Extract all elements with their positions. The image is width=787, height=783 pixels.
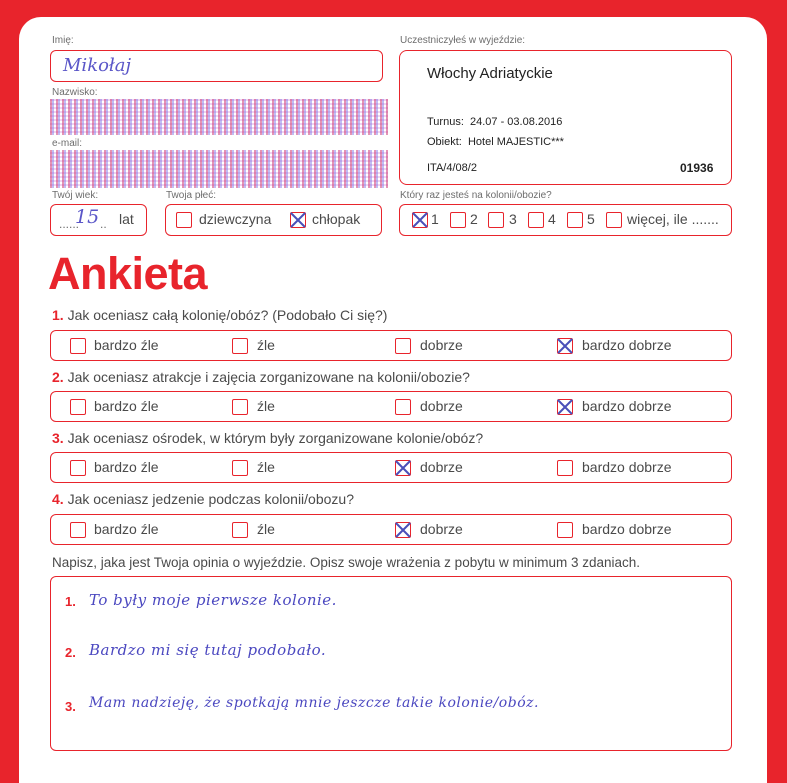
q2-checkbox-2[interactable]: [232, 399, 248, 415]
raz-option-wiecej: więcej, ile .......: [627, 211, 719, 227]
question-1: [52, 307, 387, 323]
plec-option-chlopak: chłopak: [312, 211, 361, 227]
survey-title: Ankieta: [48, 248, 208, 299]
question-number: 2.: [52, 369, 64, 385]
trip-code: ITA/4/08/2: [427, 162, 477, 174]
raz-option-3: 3: [509, 211, 517, 227]
raz-checkbox-5[interactable]: [567, 212, 583, 228]
question-text: Jak oceniasz ośrodek, w którym były zorganizowane kolonie/obóz?: [67, 430, 484, 446]
raz-checkbox-4[interactable]: [528, 212, 544, 228]
question-number: 1.: [52, 307, 64, 323]
q2-option-3: dobrze: [420, 398, 463, 414]
wiek-label: Twój wiek:: [52, 190, 99, 201]
q1-option-1: bardzo źle: [94, 337, 159, 353]
q3-checkbox-4[interactable]: [557, 460, 573, 476]
question-number: 4.: [52, 491, 64, 507]
q3-option-2: źle: [257, 459, 275, 475]
question-text: Jak oceniasz jedzenie podczas kolonii/obozu?: [67, 491, 354, 507]
trip-obiekt: Obiekt: Hotel MAJESTIC***: [427, 136, 564, 148]
question-number: 3.: [52, 430, 64, 446]
wiek-unit: lat: [119, 211, 134, 227]
opinion-line-3: Mam nadzieję, że spotkają mnie jeszcze takie kolonie/obóz.: [89, 695, 539, 711]
imie-field[interactable]: [50, 50, 383, 82]
raz-field: [399, 204, 732, 236]
answer-row-2: [50, 391, 732, 422]
trip-number: 01936: [680, 161, 714, 175]
question-text: Jak oceniasz całą kolonię/obóz? (Podobało Ci się?): [67, 307, 388, 323]
q4-checkbox-3[interactable]: [395, 522, 411, 538]
wiek-dots-right: ..: [100, 217, 107, 231]
q3-checkbox-2[interactable]: [232, 460, 248, 476]
opinion-line-number: 3.: [65, 699, 76, 714]
q4-checkbox-1[interactable]: [70, 522, 86, 538]
email-redacted: [50, 150, 388, 188]
wiek-value: 15: [75, 206, 100, 228]
question-3: [52, 430, 483, 446]
opinion-line-1: To były moje pierwsze kolonie.: [89, 591, 337, 609]
answer-row-1: [50, 330, 732, 361]
raz-option-4: 4: [548, 211, 556, 227]
opinion-line-number: 1.: [65, 594, 76, 609]
raz-option-1: 1: [431, 211, 439, 227]
q2-checkbox-3[interactable]: [395, 399, 411, 415]
raz-option-2: 2: [470, 211, 478, 227]
plec-checkbox-dziewczyna[interactable]: [176, 212, 192, 228]
trip-label: Uczestniczyłeś w wyjeździe:: [400, 35, 526, 46]
q3-option-4: bardzo dobrze: [582, 459, 672, 475]
q1-checkbox-2[interactable]: [232, 338, 248, 354]
q3-checkbox-3[interactable]: [395, 460, 411, 476]
trip-box: [399, 50, 732, 185]
wiek-field[interactable]: [50, 204, 147, 236]
q3-option-1: bardzo źle: [94, 459, 159, 475]
q3-option-3: dobrze: [420, 459, 463, 475]
raz-checkbox-3[interactable]: [488, 212, 504, 228]
plec-option-dziewczyna: dziewczyna: [199, 211, 272, 227]
raz-option-5: 5: [587, 211, 595, 227]
imie-label: Imię:: [52, 35, 74, 46]
plec-checkbox-chlopak[interactable]: [290, 212, 306, 228]
plec-field: [165, 204, 382, 236]
q1-option-4: bardzo dobrze: [582, 337, 672, 353]
opinion-line-number: 2.: [65, 645, 76, 660]
raz-checkbox-1[interactable]: [412, 212, 428, 228]
q2-option-1: bardzo źle: [94, 398, 159, 414]
q1-checkbox-3[interactable]: [395, 338, 411, 354]
question-4: [52, 491, 354, 507]
opinion-line-2: Bardzo mi się tutaj podobało.: [89, 641, 327, 659]
q2-checkbox-4[interactable]: [557, 399, 573, 415]
wiek-dots-left: ......: [59, 217, 80, 231]
q4-option-2: źle: [257, 521, 275, 537]
q2-checkbox-1[interactable]: [70, 399, 86, 415]
trip-destination: Włochy Adriatyckie: [427, 65, 553, 82]
question-2: [52, 369, 470, 385]
q4-option-4: bardzo dobrze: [582, 521, 672, 537]
q1-checkbox-1[interactable]: [70, 338, 86, 354]
q4-checkbox-4[interactable]: [557, 522, 573, 538]
q4-option-1: bardzo źle: [94, 521, 159, 537]
plec-label: Twoja płeć:: [166, 190, 217, 201]
q2-option-2: źle: [257, 398, 275, 414]
opinion-box[interactable]: [50, 576, 732, 751]
q4-option-3: dobrze: [420, 521, 463, 537]
q1-option-2: źle: [257, 337, 275, 353]
q4-checkbox-2[interactable]: [232, 522, 248, 538]
raz-label: Który raz jesteś na kolonii/obozie?: [400, 190, 552, 201]
q1-option-3: dobrze: [420, 337, 463, 353]
answer-row-3: [50, 452, 732, 483]
nazwisko-label: Nazwisko:: [52, 87, 98, 98]
opinion-prompt: Napisz, jaka jest Twoja opinia o wyjeździe. Opisz swoje wrażenia z pobytu w minimum 3 zdaniach.: [52, 555, 641, 570]
trip-turnus: Turnus: 24.07 - 03.08.2016: [427, 116, 563, 128]
q1-checkbox-4[interactable]: [557, 338, 573, 354]
question-text: Jak oceniasz atrakcje i zajęcia zorganizowane na kolonii/obozie?: [67, 369, 470, 385]
raz-checkbox-2[interactable]: [450, 212, 466, 228]
raz-checkbox-wiecej[interactable]: [606, 212, 622, 228]
q3-checkbox-1[interactable]: [70, 460, 86, 476]
nazwisko-redacted: [50, 99, 388, 135]
email-label: e-mail:: [52, 138, 83, 149]
q2-option-4: bardzo dobrze: [582, 398, 672, 414]
imie-value: Mikołaj: [63, 55, 132, 76]
answer-row-4: [50, 514, 732, 545]
